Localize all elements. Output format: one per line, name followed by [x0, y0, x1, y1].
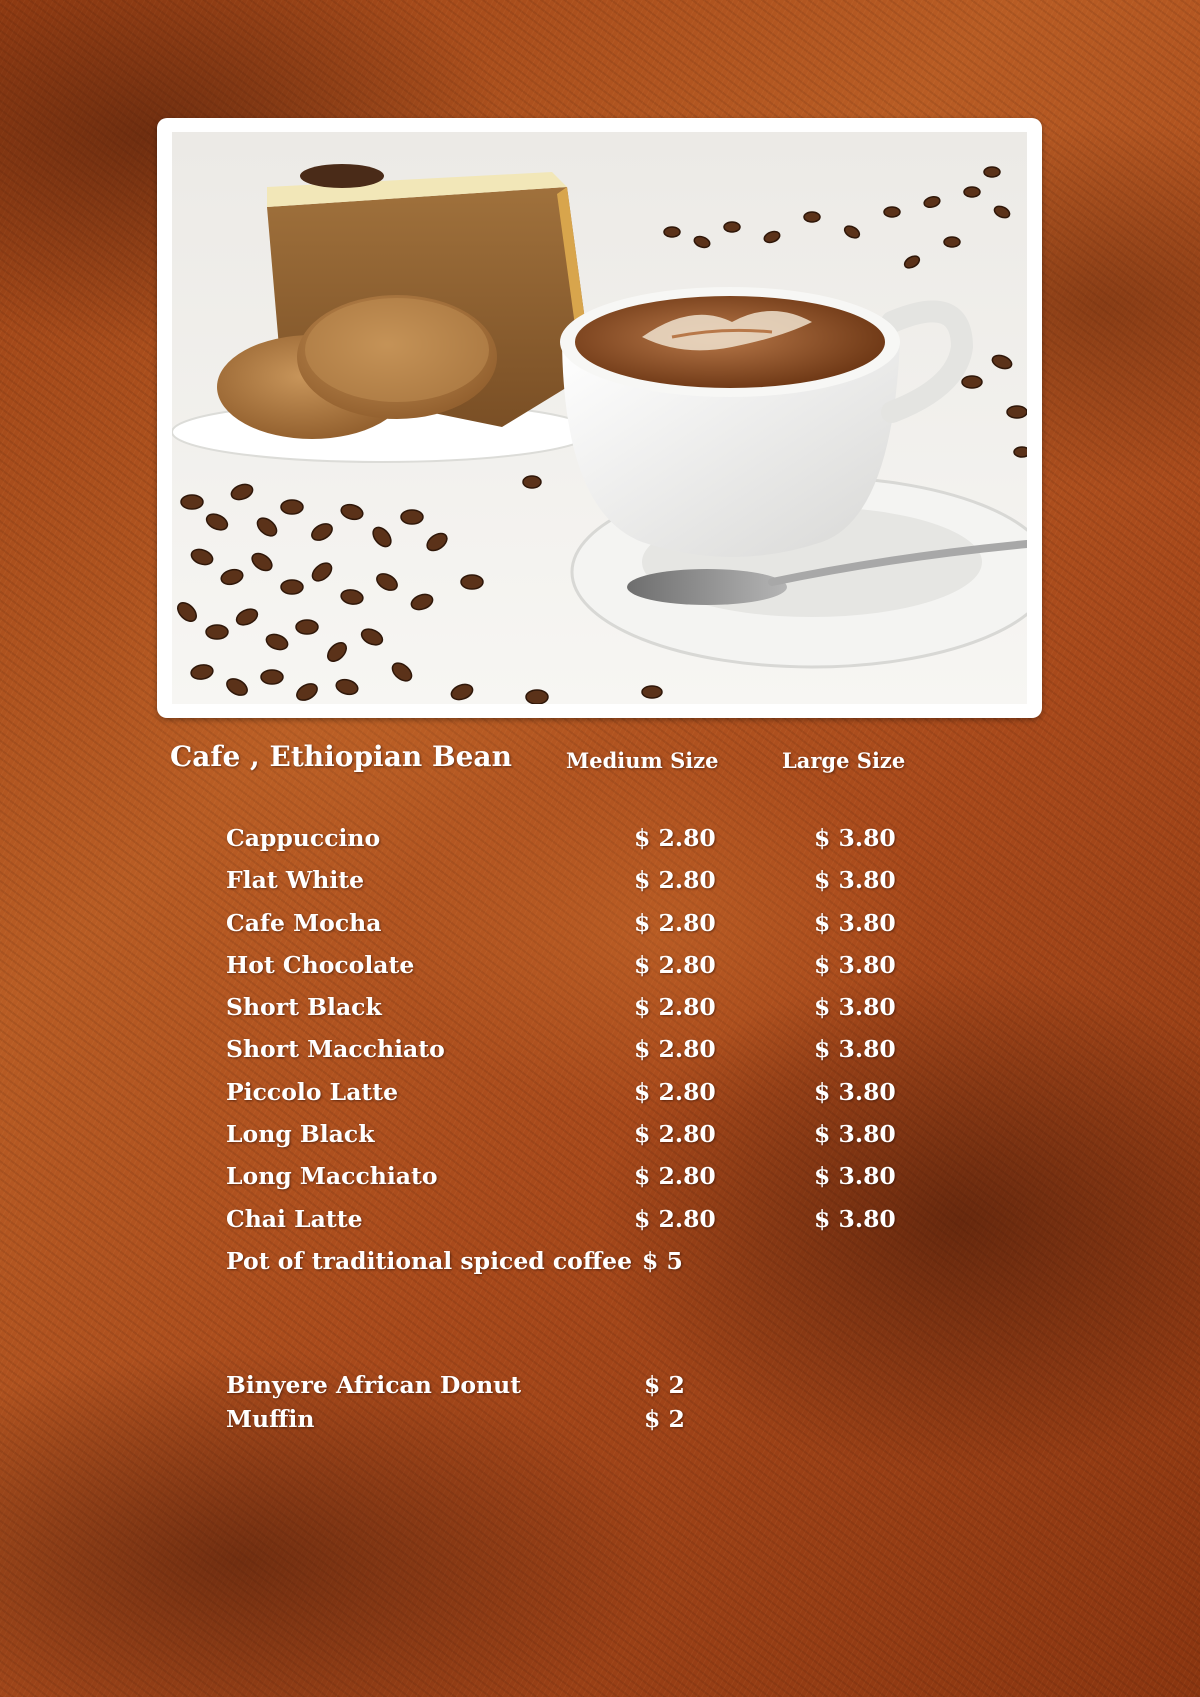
menu-item — [226, 1368, 826, 1402]
menu-item — [226, 1198, 926, 1240]
price-large: $ 3.80 — [814, 1035, 896, 1064]
price-medium: $ 2.80 — [634, 908, 716, 937]
price-medium: $ 2.80 — [634, 1035, 716, 1064]
price-medium: $ 2.80 — [634, 824, 716, 852]
item-name: Flat White — [226, 866, 365, 895]
section-title: Cafe , Ethiopian Bean — [170, 740, 512, 773]
column-header-large: Large Size — [782, 748, 906, 773]
menu-item — [226, 817, 926, 859]
price-large: $ 3.80 — [814, 993, 896, 1022]
drinks-list — [226, 817, 926, 1282]
price-large: $ 3.80 — [814, 950, 896, 979]
price-large: $ 3.80 — [814, 866, 896, 895]
menu-item — [226, 859, 926, 901]
menu-item — [226, 1402, 826, 1436]
price-medium: $ 5 — [642, 1246, 683, 1275]
price-medium: $ 2.80 — [634, 1077, 716, 1106]
item-name: Muffin — [226, 1405, 315, 1433]
menu-item — [226, 944, 926, 986]
item-name: Pot of traditional spiced coffee — [226, 1246, 633, 1275]
menu-item — [226, 1028, 926, 1070]
item-name: Piccolo Latte — [226, 1077, 399, 1106]
price-medium: $ 2.80 — [634, 1204, 716, 1233]
price-large: $ 3.80 — [814, 1120, 896, 1149]
price: $ 2 — [644, 1405, 685, 1433]
hero-photo-frame — [157, 118, 1042, 718]
menu-item — [226, 902, 926, 944]
price: $ 2 — [644, 1371, 685, 1399]
food-list — [226, 1368, 826, 1436]
menu-item — [226, 1155, 926, 1197]
menu-item — [226, 986, 926, 1028]
price-large: $ 3.80 — [814, 824, 896, 852]
column-header-medium: Medium Size — [566, 748, 719, 773]
item-name: Short Black — [226, 993, 382, 1022]
item-name: Chai Latte — [226, 1204, 363, 1233]
price-medium: $ 2.80 — [634, 993, 716, 1022]
price-medium: $ 2.80 — [634, 950, 716, 979]
item-name: Long Macchiato — [226, 1162, 438, 1191]
price-large: $ 3.80 — [814, 1162, 896, 1191]
price-medium: $ 2.80 — [634, 1120, 716, 1149]
item-name: Short Macchiato — [226, 1035, 445, 1064]
item-name: Binyere African Donut — [226, 1371, 522, 1399]
item-name: Cafe Mocha — [226, 908, 382, 937]
item-name: Long Black — [226, 1120, 375, 1149]
price-medium: $ 2.80 — [634, 1162, 716, 1191]
menu-item — [226, 1113, 926, 1155]
coffee-cake-photo — [172, 132, 1027, 704]
item-name: Cappuccino — [226, 824, 381, 852]
price-medium: $ 2.80 — [634, 866, 716, 895]
menu-item — [226, 1071, 926, 1113]
price-large: $ 3.80 — [814, 1204, 896, 1233]
price-large: $ 3.80 — [814, 1077, 896, 1106]
item-name: Hot Chocolate — [226, 950, 415, 979]
price-large: $ 3.80 — [814, 908, 896, 937]
menu-item — [226, 1240, 926, 1282]
